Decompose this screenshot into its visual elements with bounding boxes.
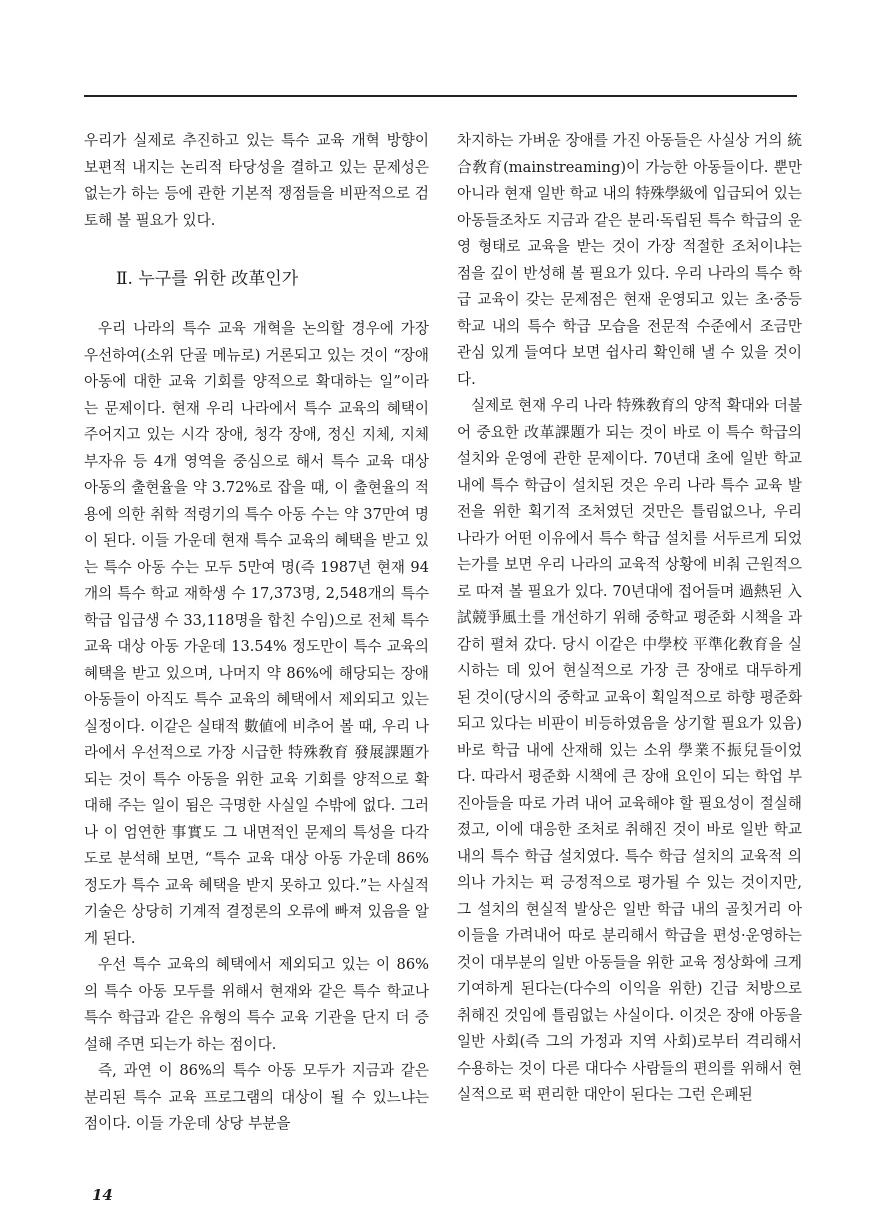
left-paragraph-2: 우리 나라의 특수 교육 개혁을 논의할 경우에 가장 우선하여(소위 단골 메뉴로) 거론되고 있는 것이 “장애 아동에 대한 교육 기회를 양적으로 확대하는 일”이라는 문제이다. 현재 우리 나라에서 특수 교육의 혜택이 주어지고 있는 시각 장애, 청각 장애, 정신 지체, 지체 부자유 등 4개 영역을 중심으로 해서 특수 교육 대상 아동의 출현율을 약 3.72%로 잡을 때, 이 출현율의 적용에 의한 취학 적령기의 특수 아동 수는 약 37만여 명이 된다. 이들 가운데 현재 특수 교육의 혜택을 받고 있는 특수 아동 수는 모두 5만여 명(즉 1987년 현재 94개의 특수 학교 재학생 수 17,373명, 2,548개의 특수 학급 입급생 수 33,118명을 합친 수임)으로 전체 특수 교육 대상 아동 가운데 13.54% 정도만이 특수 교육의 혜택을 받고 있으며, 나머지 약 86%에 해당되는 장애 아동들이 아직도 특수 교육의 혜택에서 제외되고 있는 실정이다. 이같은 실태적 數値에 비추어 볼 때, 우리 나라에서 우선적으로 가장 시급한 特殊敎育 發展課題가 되는 것이 특수 아동을 위한 교육 기회를 양적으로 확대해 주는 일이 됨은 극명한 사실일 수밖에 없다. 그러나 이 엄연한 事實도 그 내면적인 문제의 특성을 다각도로 분석해 보면, “특수 교육 대상 아동 가운데 86% 정도가 특수 교육 혜택을 받지 못하고 있다.”는 사실적 기술은 상당히 기계적 결정론의 오류에 빠져 있음을 알게 된다. (84, 320, 429, 947)
left-column (84, 128, 429, 1138)
right-column (457, 128, 802, 1109)
section-heading: Ⅱ. 누구를 위한 改革인가 (116, 269, 299, 289)
left-paragraph-1: 우리가 실제로 추진하고 있는 특수 교육 개혁 방향이 보편적 내지는 논리적 타당성을 결하고 있는 문제성은 없는가 하는 등에 관한 기본적 쟁점들을 비판적으로 검토해 볼 필요가 있다. (84, 132, 429, 229)
right-paragraph-1: 차지하는 가벼운 장애를 가진 아동들은 사실상 거의 統合敎育(mainstreaming)이 가능한 아동들이다. 뿐만 아니라 현재 일반 학교 내의 特殊學級에 입급되어 있는 아동들조차도 지금과 같은 분리·독립된 특수 학급의 운영 형태로 교육을 받는 것이 가장 적절한 조처이냐는 점을 깊이 반성해 볼 필요가 있다. 우리 나라의 특수 학급 교육이 갖는 문제점은 현재 운영되고 있는 초·중등 학교 내의 특수 학급 모습을 전문적 수준에서 조금만 관심 있게 들여다 보면 쉽사리 확인해 낼 수 있을 것이다. (457, 132, 802, 388)
right-paragraph-2: 실제로 현재 우리 나라 特殊敎育의 양적 확대와 더불어 중요한 改革課題가 되는 것이 바로 이 특수 학급의 설치와 운영에 관한 문제이다. 70년대 초에 일반 학교 내에 특수 학급이 설치된 것은 우리 나라 특수 교육 발전을 위한 획기적 조처였던 것만은 틀림없으나, 우리 나라가 어떤 이유에서 특수 학급 설치를 서두르게 되었는가를 보면 우리 나라의 교육적 상황에 비춰 근원적으로 따져 볼 필요가 있다. 70년대에 접어들며 過熱된 入試競爭風土를 개선하기 위해 중학교 평준화 시책을 과감히 펼쳐 갔다. 당시 이같은 中學校 平準化敎育을 실시하는 데 있어 현실적으로 가장 큰 장애로 대두하게 된 것이(당시의 중학교 교육이 획일적으로 하향 평준화되고 있다는 비판이 비등하였음을 상기할 필요가 있음) 바로 학급 내에 산재해 있는 소위 學業不振兒들이었다. 따라서 평준화 시책에 큰 장애 요인이 되는 학업 부진아들을 따로 가려 내어 교육해야 할 필요성이 절실해졌고, 이에 대응한 조처로 취해진 것이 바로 일반 학교 내의 특수 학급 설치였다. 특수 학급 설치의 교육적 의의나 가치는 퍽 긍정적으로 평가될 수 있는 것이지만, 그 설치의 현실적 발상은 일반 학급 내의 골칫거리 아이들을 가려내어 따로 분리해서 학급을 편성·운영하는 것이 대부분의 일반 아동들을 위한 교육 정상화에 크게 기여하게 된다는(다수의 이익을 위한) 긴급 처방으로 취해진 것임에 틀림없는 사실이다. 이것은 장애 아동을 일반 사회(즉 그의 가정과 지역 사회)로부터 격리해서 수용하는 것이 다른 대다수 사람들의 편의를 위해서 현실적으로 퍽 편리한 대안이 된다는 그런 은폐된 (457, 397, 802, 1103)
left-paragraph-4: 즉, 과연 이 86%의 특수 아동 모두가 지금과 같은 분리된 특수 교육 프로그램의 대상이 될 수 있느냐는 점이다. 이들 가운데 상당 부분을 (84, 1062, 429, 1132)
left-paragraph-3: 우선 특수 교육의 혜택에서 제외되고 있는 이 86%의 특수 아동 모두를 위해서 현재와 같은 특수 학교나 특수 학급과 같은 유형의 특수 교육 기관을 단지 더 증설해 주면 되는가 하는 점이다. (84, 956, 429, 1053)
header-rule (84, 95, 797, 97)
page-number: 14 (92, 1186, 113, 1204)
